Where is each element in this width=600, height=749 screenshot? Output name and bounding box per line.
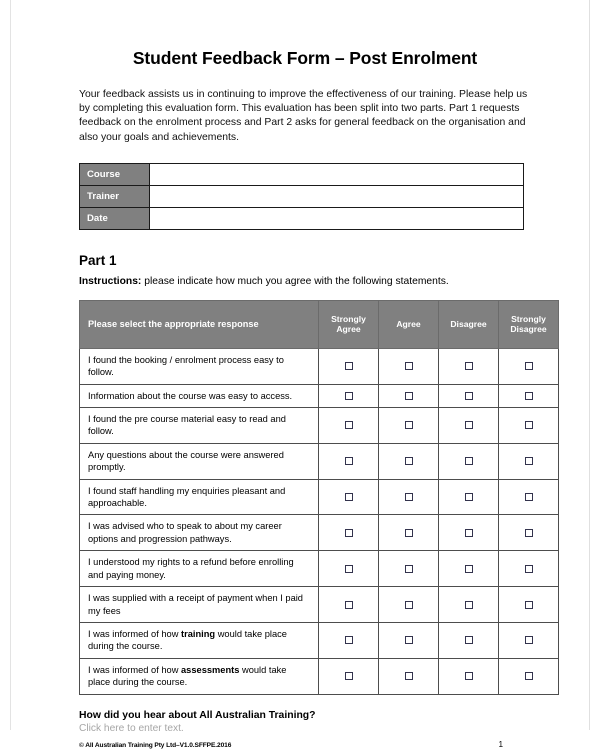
checkbox-icon[interactable] xyxy=(465,362,473,370)
response-cell[interactable] xyxy=(319,622,379,658)
response-cell[interactable] xyxy=(499,384,559,407)
table-row xyxy=(80,587,559,623)
response-cell[interactable] xyxy=(499,443,559,479)
checkbox-icon[interactable] xyxy=(465,421,473,429)
intro-paragraph: Your feedback assists us in continuing to improve the effectiveness of our training. Please help us by completing this evaluation form. This evaluation has been split into two parts. Part 1 requests feedback on the enrolment process and Part 2 asks for general feedback on the organisation and also your goals and achievements. xyxy=(79,89,528,143)
response-cell[interactable] xyxy=(379,551,439,587)
response-cell[interactable] xyxy=(379,479,439,515)
checkbox-icon[interactable] xyxy=(345,565,353,573)
response-cell[interactable] xyxy=(319,658,379,694)
response-cell[interactable] xyxy=(499,515,559,551)
checkbox-icon[interactable] xyxy=(345,392,353,400)
checkbox-icon[interactable] xyxy=(525,457,533,465)
checkbox-icon[interactable] xyxy=(345,457,353,465)
matrix-option-header-disagree: Disagree xyxy=(439,300,499,348)
page-number: 1 xyxy=(498,739,503,749)
checkbox-icon[interactable] xyxy=(465,392,473,400)
date-input-cell[interactable] xyxy=(150,207,524,229)
statement-text: I was informed of how training would take place during the course. xyxy=(80,622,319,658)
checkbox-icon[interactable] xyxy=(405,493,413,501)
checkbox-icon[interactable] xyxy=(405,392,413,400)
checkbox-icon[interactable] xyxy=(525,362,533,370)
part1-instructions xyxy=(79,268,531,287)
response-cell[interactable] xyxy=(499,348,559,384)
checkbox-icon[interactable] xyxy=(345,672,353,680)
response-cell[interactable] xyxy=(439,551,499,587)
checkbox-icon[interactable] xyxy=(465,672,473,680)
response-cell[interactable] xyxy=(439,622,499,658)
statement-text: I found staff handling my enquiries pleasant and approachable. xyxy=(80,479,319,515)
checkbox-icon[interactable] xyxy=(465,636,473,644)
checkbox-icon[interactable] xyxy=(465,493,473,501)
table-row xyxy=(80,163,524,185)
checkbox-icon[interactable] xyxy=(405,636,413,644)
part1-heading: Part 1 xyxy=(79,252,117,268)
table-row xyxy=(80,658,559,694)
trainer-label: Trainer xyxy=(80,185,150,207)
response-cell[interactable] xyxy=(499,587,559,623)
response-cell[interactable] xyxy=(379,348,439,384)
response-cell[interactable] xyxy=(379,443,439,479)
checkbox-icon[interactable] xyxy=(465,565,473,573)
matrix-question-header: Please select the appropriate response xyxy=(80,300,319,348)
response-cell[interactable] xyxy=(379,622,439,658)
checkbox-icon[interactable] xyxy=(405,421,413,429)
table-row xyxy=(80,348,559,384)
matrix-option-header-strongly-disagree: Strongly Disagree xyxy=(499,300,559,348)
table-row xyxy=(80,384,559,407)
response-cell[interactable] xyxy=(499,551,559,587)
checkbox-icon[interactable] xyxy=(465,601,473,609)
checkbox-icon[interactable] xyxy=(405,362,413,370)
checkbox-icon[interactable] xyxy=(525,672,533,680)
checkbox-icon[interactable] xyxy=(345,421,353,429)
checkbox-icon[interactable] xyxy=(405,565,413,573)
instructions-lead: Instructions: xyxy=(79,275,142,287)
matrix-header-row xyxy=(80,300,559,348)
response-cell[interactable] xyxy=(499,658,559,694)
trainer-input-cell[interactable] xyxy=(150,185,524,207)
checkbox-icon[interactable] xyxy=(345,529,353,537)
response-cell[interactable] xyxy=(319,384,379,407)
statement-text: I was supplied with a receipt of payment when I paid my fees xyxy=(80,587,319,623)
statement-text: I was advised who to speak to about my career options and progression pathways. xyxy=(80,515,319,551)
response-cell[interactable] xyxy=(499,622,559,658)
response-cell[interactable] xyxy=(319,479,379,515)
response-cell[interactable] xyxy=(319,348,379,384)
copyright-notice: © All Australian Training Pty Ltd–V1.0.SFFPE.2016 xyxy=(79,741,232,749)
response-matrix-body xyxy=(80,348,559,694)
checkbox-icon[interactable] xyxy=(345,493,353,501)
matrix-option-header-strongly-agree: Strongly Agree xyxy=(319,300,379,348)
response-cell[interactable] xyxy=(319,408,379,444)
page-edge-left xyxy=(10,0,11,730)
checkbox-icon[interactable] xyxy=(465,529,473,537)
footer xyxy=(79,734,503,749)
response-cell[interactable] xyxy=(439,587,499,623)
checkbox-icon[interactable] xyxy=(525,493,533,501)
checkbox-icon[interactable] xyxy=(345,636,353,644)
table-row xyxy=(80,443,559,479)
statement-text: I found the pre course material easy to read and follow. xyxy=(80,408,319,444)
checkbox-icon[interactable] xyxy=(405,457,413,465)
checkbox-icon[interactable] xyxy=(345,601,353,609)
checkbox-icon[interactable] xyxy=(405,601,413,609)
response-cell[interactable] xyxy=(379,587,439,623)
instructions-text: please indicate how much you agree with the following statements. xyxy=(141,275,449,287)
table-row xyxy=(80,551,559,587)
response-cell[interactable] xyxy=(379,658,439,694)
response-cell[interactable] xyxy=(439,384,499,407)
response-cell[interactable] xyxy=(319,551,379,587)
statement-text: Any questions about the course were answered promptly. xyxy=(80,443,319,479)
checkbox-icon[interactable] xyxy=(465,457,473,465)
table-row xyxy=(80,408,559,444)
checkbox-icon[interactable] xyxy=(525,636,533,644)
checkbox-icon[interactable] xyxy=(525,529,533,537)
statement-text: I was informed of how assessments would take place during the course. xyxy=(80,658,319,694)
response-matrix-table xyxy=(79,300,559,695)
checkbox-icon[interactable] xyxy=(525,565,533,573)
response-cell[interactable] xyxy=(379,408,439,444)
response-cell[interactable] xyxy=(319,515,379,551)
checkbox-icon[interactable] xyxy=(405,672,413,680)
response-cell[interactable] xyxy=(499,479,559,515)
response-cell[interactable] xyxy=(439,658,499,694)
response-cell[interactable] xyxy=(319,587,379,623)
response-cell[interactable] xyxy=(439,479,499,515)
response-cell[interactable] xyxy=(319,443,379,479)
response-cell[interactable] xyxy=(499,408,559,444)
response-cell[interactable] xyxy=(439,443,499,479)
response-cell[interactable] xyxy=(379,515,439,551)
page-edge-right xyxy=(589,0,590,730)
response-cell[interactable] xyxy=(379,384,439,407)
table-row xyxy=(80,479,559,515)
response-matrix-head xyxy=(80,300,559,348)
course-label: Course xyxy=(80,163,150,185)
response-cell[interactable] xyxy=(439,515,499,551)
response-cell[interactable] xyxy=(439,348,499,384)
statement-text: I found the booking / enrolment process easy to follow. xyxy=(80,348,319,384)
checkbox-icon[interactable] xyxy=(405,529,413,537)
response-cell[interactable] xyxy=(439,408,499,444)
checkbox-icon[interactable] xyxy=(525,601,533,609)
course-details-body xyxy=(80,163,524,229)
table-row xyxy=(80,622,559,658)
matrix-option-header-agree: Agree xyxy=(379,300,439,348)
document-content xyxy=(79,0,547,749)
course-details-table xyxy=(79,163,524,230)
statement-text: Information about the course was easy to access. xyxy=(80,384,319,407)
checkbox-icon[interactable] xyxy=(525,421,533,429)
table-row xyxy=(80,515,559,551)
table-row xyxy=(80,185,524,207)
statement-text: I understood my rights to a refund before enrolling and paying money. xyxy=(80,551,319,587)
date-label: Date xyxy=(80,207,150,229)
table-row xyxy=(80,207,524,229)
checkbox-icon[interactable] xyxy=(345,362,353,370)
closing-answer-field[interactable]: Click here to enter text. xyxy=(79,722,184,734)
course-input-cell[interactable] xyxy=(150,163,524,185)
checkbox-icon[interactable] xyxy=(525,392,533,400)
page-title: Student Feedback Form – Post Enrolment xyxy=(132,48,478,68)
closing-question: How did you hear about All Australian Training? xyxy=(79,709,316,721)
